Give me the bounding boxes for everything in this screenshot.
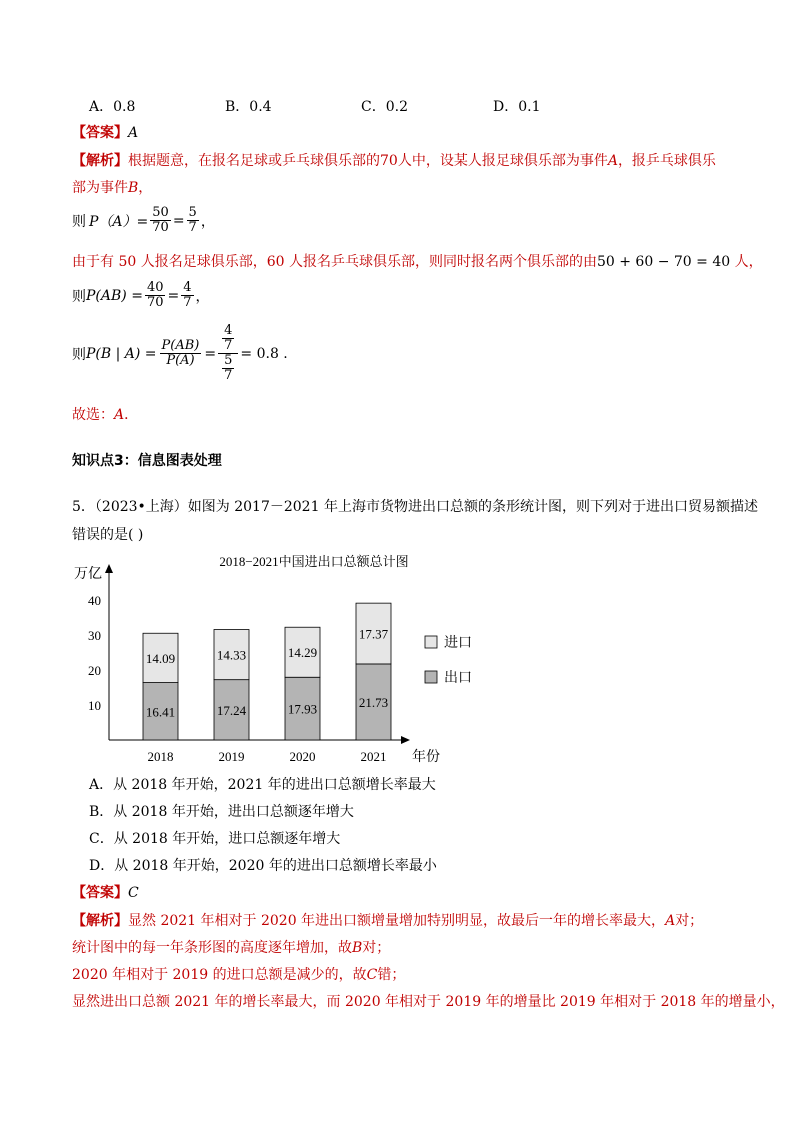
x-tick-label: 2021 (360, 749, 387, 764)
denominator: 70 (146, 295, 164, 310)
analysis-text: 根据题意，在报名足球或乒乓球俱乐部的70人中，设某人报足球俱乐部为事件 (128, 153, 608, 169)
analysis-text: 错； (377, 967, 406, 983)
q5-analysis-line1 (72, 910, 703, 930)
analysis-text: 人， (730, 254, 763, 270)
numerator: 40 (146, 280, 164, 295)
data-label: 21.73 (358, 694, 389, 710)
formula-prefix: 则 (72, 288, 86, 305)
numerator: 5 (188, 205, 197, 220)
var-a: A (665, 913, 676, 929)
denominator: 7 (188, 220, 197, 235)
q4-analysis-line1 (72, 150, 716, 170)
fraction (220, 354, 236, 383)
fraction (160, 339, 202, 368)
formula-result: = 0.8 . (240, 345, 288, 362)
analysis-tag: 【解析】 (72, 153, 128, 169)
legend-label: 进口 (444, 636, 472, 651)
y-tick-label: 10 (88, 698, 101, 713)
analysis-text: 统计图中的每一年条形图的高度逐年增加，故 (72, 940, 352, 956)
data-label: 16.41 (145, 704, 176, 720)
chart-title: 2018−2021中国进出口总额总计图 (219, 554, 409, 569)
numerator: 4 (183, 280, 192, 295)
answer-value: A (128, 125, 139, 141)
numerator: 4 (224, 323, 233, 338)
numerator: P(AB) (161, 338, 200, 353)
denominator: P(A) (166, 353, 195, 368)
legend-swatch (425, 636, 437, 648)
q4-option-b: B．0.4 (225, 99, 272, 115)
answer-tag: 【答案】 (72, 125, 128, 141)
equals: = (167, 287, 180, 304)
section-title: 知识点3：信息图表处理 (72, 453, 222, 469)
expression: 50 + 60 − 70 = 40 (596, 254, 731, 270)
formula-pa (72, 206, 215, 235)
var-c: C (366, 967, 378, 983)
q5-option-c: C．从 2018 年开始，进口总额逐年增大 (89, 831, 341, 847)
bar-chart (70, 548, 490, 770)
answer-value: C (128, 885, 139, 901)
q5-option-d: D．从 2018 年开始，2020 年的进出口总额增长率最小 (89, 858, 437, 874)
q5-analysis-line4: 显然进出口总额 2021 年的增长率最大，而 2020 年相对于 2019 年的增量比 2019 年相对于 2018 年的增量小， (72, 994, 785, 1010)
denominator: 7 (183, 295, 192, 310)
x-tick-label: 2020 (289, 749, 316, 764)
fraction (150, 206, 171, 235)
denominator: 7 (224, 368, 233, 383)
q5-option-b: B．从 2018 年开始，进出口总额逐年增大 (89, 804, 354, 820)
analysis-text: 显然 2021 年相对于 2020 年进出口额增量增加特别明显，故最后一年的增长率最大， (128, 913, 666, 929)
var-b: B (352, 940, 363, 956)
numerator: 5 (224, 353, 233, 368)
choose-tail: ． (124, 407, 139, 423)
y-axis-arrow (105, 564, 113, 573)
legend-label: 出口 (444, 671, 472, 686)
q5-answer (72, 882, 139, 902)
x-tick-label: 2019 (218, 749, 245, 764)
q5-stem-line2: 错误的是( ) (72, 527, 144, 543)
q4-analysis-line4 (72, 251, 763, 271)
analysis-text: ， (138, 180, 153, 196)
fraction (187, 206, 199, 235)
q4-option-c: C．0.2 (361, 99, 408, 115)
q4-option-a: A．0.8 (89, 99, 136, 115)
q5-analysis-line3 (72, 964, 405, 984)
q5-option-a: A．从 2018 年开始，2021 年的进出口总额增长率最大 (89, 777, 436, 793)
denominator: 70 (152, 220, 169, 235)
numerator: 50 (152, 205, 169, 220)
analysis-text: 2020 年相对于 2019 的进口总额是减少的，故 (72, 967, 367, 983)
legend-swatch (425, 671, 437, 683)
q4-options (89, 96, 589, 116)
equals: = (204, 345, 217, 362)
fraction (145, 281, 166, 310)
choose-value: A (114, 407, 125, 423)
var-b: B (128, 180, 139, 196)
q4-answer (72, 122, 138, 142)
x-axis-label: 年份 (412, 750, 440, 765)
y-tick-label: 20 (88, 663, 101, 678)
fraction (220, 324, 236, 353)
analysis-text: 对； (675, 913, 704, 929)
formula-pab (72, 281, 210, 310)
fraction (181, 281, 193, 310)
data-label: 17.24 (216, 702, 247, 718)
data-label: 17.37 (358, 626, 389, 642)
compound-fraction (218, 324, 238, 383)
analysis-text: 由于有 50 人报名足球俱乐部，60 人报名乒乓球俱乐部，则同时报名两个俱乐部的由 (72, 254, 597, 270)
y-tick-label: 30 (88, 628, 101, 643)
data-label: 14.29 (287, 645, 318, 661)
x-tick-label: 2018 (147, 749, 174, 764)
q4-analysis-line2 (72, 177, 152, 197)
formula-prefix: 则 (72, 213, 86, 230)
answer-tag: 【答案】 (72, 885, 128, 901)
equals: = (172, 212, 185, 229)
analysis-text: 对； (362, 940, 391, 956)
formula-lhs: P(AB) = (86, 287, 143, 304)
y-axis-label: 万亿 (74, 567, 102, 582)
q5-analysis-line2 (72, 937, 390, 957)
denominator: 7 (224, 338, 233, 353)
var-a: A (607, 153, 618, 169)
numerator (218, 324, 238, 354)
q5-stem-line1: 5．（2023•上海）如图为 2017－2021 年上海市货物进出口总额的条形统计图，则下列对于进出口贸易额描述 (72, 499, 758, 515)
x-axis-arrow (401, 736, 410, 744)
analysis-text: ，报乒乓球俱乐 (617, 153, 716, 169)
q4-option-d: D．0.1 (493, 99, 541, 115)
formula-tail: ， (200, 213, 215, 230)
choose-label: 故选： (72, 407, 114, 423)
analysis-text: 部为事件 (72, 180, 128, 196)
y-tick-label: 40 (88, 593, 101, 608)
formula-pba (72, 324, 288, 383)
formula-tail: ， (195, 288, 210, 305)
formula-lhs: P（A）= (89, 213, 149, 230)
formula-prefix: 则 (72, 346, 86, 363)
data-label: 14.09 (145, 650, 176, 666)
formula-lhs: P(B | A) = (86, 345, 157, 362)
analysis-tag: 【解析】 (72, 913, 128, 929)
q4-choose (72, 404, 138, 424)
data-label: 17.93 (287, 701, 318, 717)
denominator (218, 354, 238, 383)
data-label: 14.33 (216, 647, 247, 663)
